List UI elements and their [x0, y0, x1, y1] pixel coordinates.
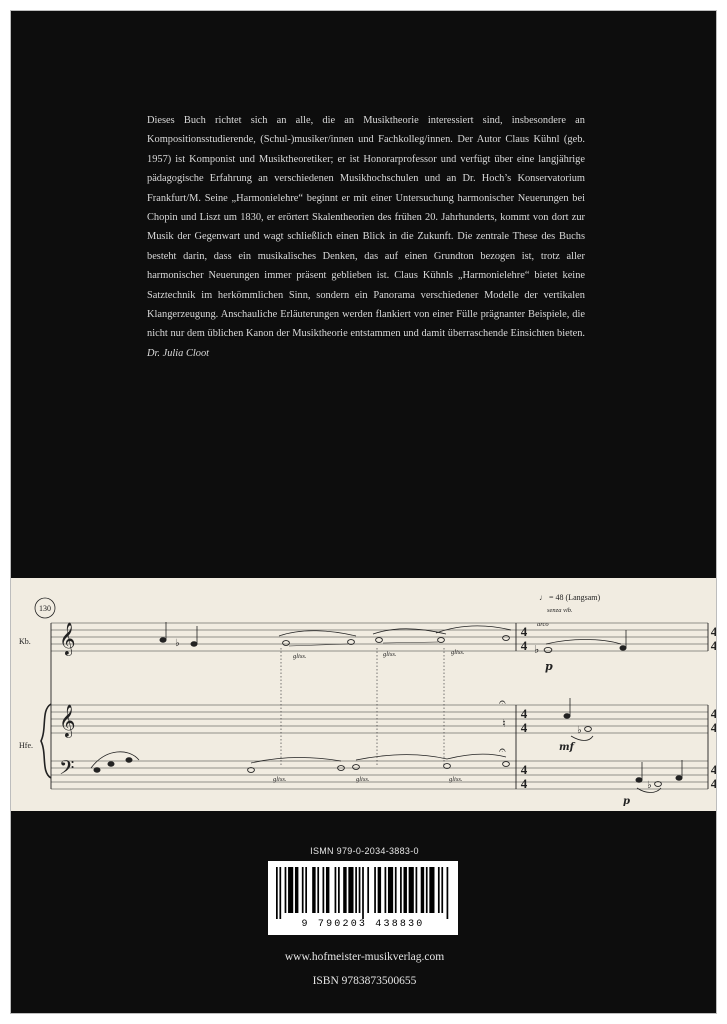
blurb-text [147, 111, 585, 363]
barcode [268, 861, 458, 935]
senza-vib-marking: senza vib. [547, 607, 573, 614]
barcode-bar [348, 867, 353, 913]
barcode-bar [326, 867, 329, 913]
svg-text:♭: ♭ [534, 643, 540, 656]
barcode-bar [441, 867, 443, 913]
svg-text:4: 4 [520, 624, 528, 639]
svg-text:4: 4 [710, 706, 718, 721]
treble-clef-icon: 𝄞 [59, 622, 76, 655]
time-signatures [521, 624, 717, 791]
barcode-bar [323, 867, 325, 913]
svg-text:♭: ♭ [577, 725, 582, 736]
gliss-marking: gliss. [293, 653, 307, 660]
barcode-bar [305, 867, 307, 913]
barcode-bars [276, 867, 450, 919]
svg-text:4: 4 [710, 624, 718, 639]
gliss-marking: gliss. [451, 649, 465, 656]
isbn-number: ISBN 9783873500655 [312, 975, 417, 987]
gliss-marking: gliss. [273, 776, 287, 783]
barcode-bar [302, 867, 304, 913]
barcode-bar [421, 867, 424, 913]
svg-text:𝄐: 𝄐 [499, 743, 506, 757]
barcode-bar [338, 867, 340, 913]
barcode-bar [312, 867, 315, 913]
barcode-bar [295, 867, 298, 913]
staff-lines [51, 623, 708, 789]
svg-text:4: 4 [520, 762, 528, 777]
score-notation [11, 578, 717, 811]
measure-number: 130 [39, 604, 51, 613]
barcode-bar [285, 867, 287, 913]
barcode-bar [378, 867, 381, 913]
gliss-marking: gliss. [449, 776, 463, 783]
ismn-number: ISMN 979-0-2034-3883-0 [310, 846, 419, 856]
arco-marking: arco [537, 621, 549, 628]
svg-text:𝄐: 𝄐 [499, 695, 506, 709]
barlines [51, 623, 708, 789]
barcode-bar [447, 867, 449, 919]
bass-clef-icon: 𝄢 [59, 756, 75, 784]
barcode-bar [317, 867, 319, 913]
barcode-bar [385, 867, 387, 913]
publisher-info [11, 811, 717, 1014]
svg-text:♭: ♭ [175, 638, 180, 649]
svg-text:4: 4 [520, 776, 528, 791]
dynamic-p: p [623, 796, 630, 807]
dotted-lines [281, 648, 444, 766]
dynamic-mf: mf [559, 742, 574, 753]
barcode-bar [343, 867, 346, 913]
barcode-bar [367, 867, 369, 913]
svg-text:4: 4 [710, 776, 718, 791]
barcode-bar [429, 867, 434, 913]
tempo-marking: ♩ = 48 (Langsam) [539, 593, 601, 602]
barcode-bar [388, 867, 393, 913]
gliss-marking: gliss. [356, 776, 370, 783]
blurb-author: Dr. Julia Cloot [147, 347, 210, 359]
music-score-excerpt [11, 578, 717, 811]
barcode-bar [276, 867, 278, 919]
barcode-bar [416, 867, 418, 913]
instrument-label-hfe: Hfe. [19, 741, 33, 750]
svg-text:4: 4 [710, 720, 718, 735]
barcode-bar [403, 867, 406, 913]
svg-text:4: 4 [520, 638, 528, 653]
harp-brace [41, 704, 51, 778]
svg-text:4: 4 [520, 706, 528, 721]
barcode-bar [279, 867, 281, 919]
barcode-bar [400, 867, 402, 913]
barcode-bar [288, 867, 293, 913]
publisher-website: www.hofmeister-musikverlag.com [284, 951, 445, 963]
svg-text:♭: ♭ [647, 780, 652, 791]
blurb-body: Dieses Buch richtet sich an alle, die an Musiktheorie interessiert sind, insbesondere an Kompositionsstudierende, (Schul-)musiker/innen und Fachkolleg/innen. Der Autor Claus Kühnl (geb. 1957) ist Komponist und Musiktheoretiker; er ist Honorarprofessor und verfügt über eine langjährige pädagogische Erfahrung an verschiedenen Musikhochschulen und an Dr. Hoch’s Konservatorium Frankfurt/M. Seine „Harmonielehre“ beginnt er mit einer Untersuchung harmonischer Neuerungen bei Chopin und Liszt um 1830, er erörtert Skalentheorien des frühen 20. Jahrhunderts, kommt von dort zur Musik der Gegenwart und wagt schließlich einen Blick in die Zukunft. Die zentrale These des Buchs besteht darin, dass ein musikalisches Denken, das auf einen Grundton bezogen ist, trotz aller harmonischer Neuerungen immer präsent geblieben ist. Claus Kühnls „Harmonielehre“ bietet keine Satztechnik im herkömmlichen Sinn, sondern ein Panorama verschiedener Modelle der vertikalen Klangerzeugung. Anschauliche Erläuterungen werden flankiert von einer Fülle prägnanter Beispiele, die nicht nur dem üblichen Kanon der Musiktheorie entstammen und damit überraschende Einsichten bieten. [147, 115, 585, 340]
dynamic-p: p [545, 660, 553, 673]
svg-text:4: 4 [710, 762, 718, 777]
barcode-bar [359, 867, 361, 913]
barcode-digits: 9 790203 438830 [301, 919, 425, 930]
treble-clef-icon: 𝄞 [59, 704, 76, 737]
harp-treble-notes [499, 695, 593, 741]
barcode-bar [362, 867, 364, 919]
svg-text:4: 4 [710, 638, 718, 653]
svg-text:♮: ♮ [502, 717, 506, 730]
gliss-marking: gliss. [383, 651, 397, 658]
book-back-cover [10, 10, 717, 1014]
barcode-bar [395, 867, 397, 913]
barcode-bar [409, 867, 414, 913]
instrument-label-kb: Kb. [19, 637, 31, 646]
barcode-bar [374, 867, 376, 913]
barcode-bar [355, 867, 357, 913]
barcode-bar [335, 867, 337, 913]
svg-text:4: 4 [520, 720, 528, 735]
barcode-bar [426, 867, 428, 913]
barcode-bar [438, 867, 440, 913]
